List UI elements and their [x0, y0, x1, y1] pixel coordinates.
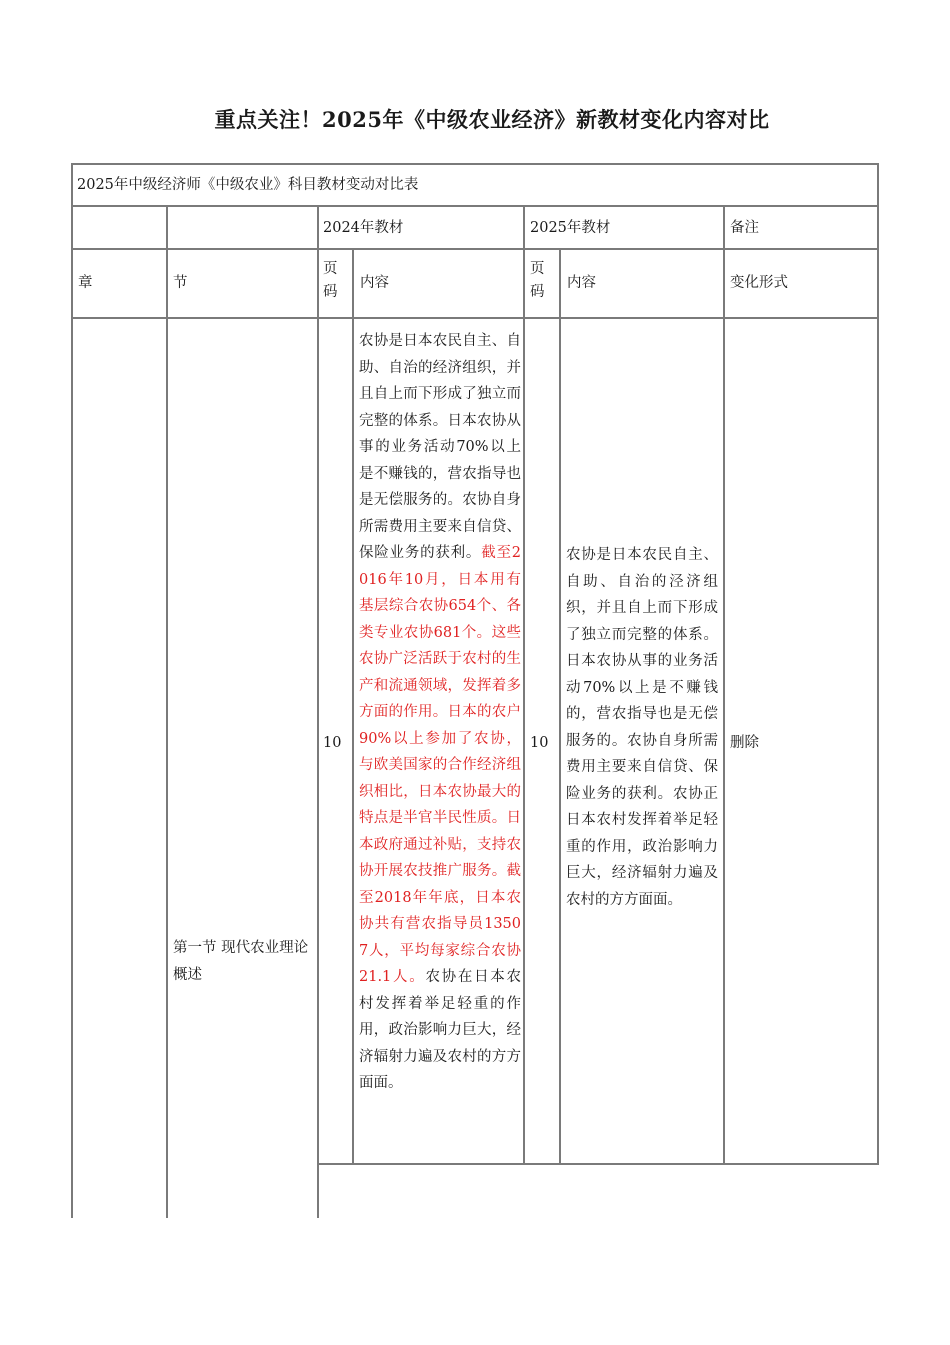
header-page-2024-line2: 码	[323, 284, 338, 300]
header-remarks: 备注	[730, 220, 759, 236]
row-page-2025: 10	[530, 735, 549, 751]
header-page-2025-line2: 码	[530, 284, 545, 300]
content-2024-lead: 农协是日本农民自主、自助、自治的经济组织，并且自上而下形成了独立而完整的体系。日本农协从事的业务活动70%以上是不赚钱的，营农指导也是无偿服务的。农协自身所需费用主要来自信贷、保险业务的获利。	[359, 333, 521, 561]
document-title: 重点关注！2025年《中级农业经济》新教材变化内容对比	[214, 107, 770, 132]
header-chapter: 章	[78, 275, 93, 291]
header-page-2024	[323, 258, 338, 304]
header-page-2024-line1: 页	[323, 261, 338, 277]
header-page-2025	[530, 258, 545, 304]
header-content-2024: 内容	[360, 275, 389, 291]
header-page-2025-line1: 页	[530, 261, 545, 277]
row-change-type: 删除	[730, 735, 759, 751]
row-content-2025: 农协是日本农民自主、自助、自治的泾济组织，并且自上而下形成了独立而完整的体系。日本农协从事的业务活动70%以上是不赚钱的，营农指导也是无偿服务的。农协自身所需费用主要来自信贷、保险业务的获利。农协正日本农村发挥着举足轻重的作用，政治影响力巨大，经济辐射力遍及农村的方方面面。	[566, 547, 718, 908]
header-change-type: 变化形式	[730, 275, 788, 291]
header-content-2025: 内容	[567, 275, 596, 291]
header-textbook-2025: 2025年教材	[530, 220, 611, 236]
content-2024-removed-text: 截至2016年10月，日本用有基层综合农协654个、各类专业农协681个。这些农协广泛活跃于农村的生产和流通领域，发挥着多方面的作用。日本的农户90%以上参加了农协，与欧美国家的合作经济组织相比，日本农协最大的特点是半官半民性质。日本政府通过补贴，支持农协开展农技推广服务。截至2018年年底，日本农协共有营农指导员13507人，平均每家综合农协21.1人。	[359, 545, 521, 985]
content-2024-tail: 农协在日本农村发挥着举足轻重的作用，政治影响力巨大，经济辐射力遍及农村的方方面面。	[359, 969, 522, 1091]
row-section: 第一节 现代农业理论概述	[173, 940, 309, 983]
header-section: 节	[173, 275, 188, 291]
table-caption: 2025年中级经济师《中级农业》科目教材变动对比表	[77, 177, 419, 193]
header-textbook-2024: 2024年教材	[323, 220, 404, 236]
row-page-2024: 10	[323, 735, 342, 751]
row-content-2024	[359, 328, 521, 1097]
